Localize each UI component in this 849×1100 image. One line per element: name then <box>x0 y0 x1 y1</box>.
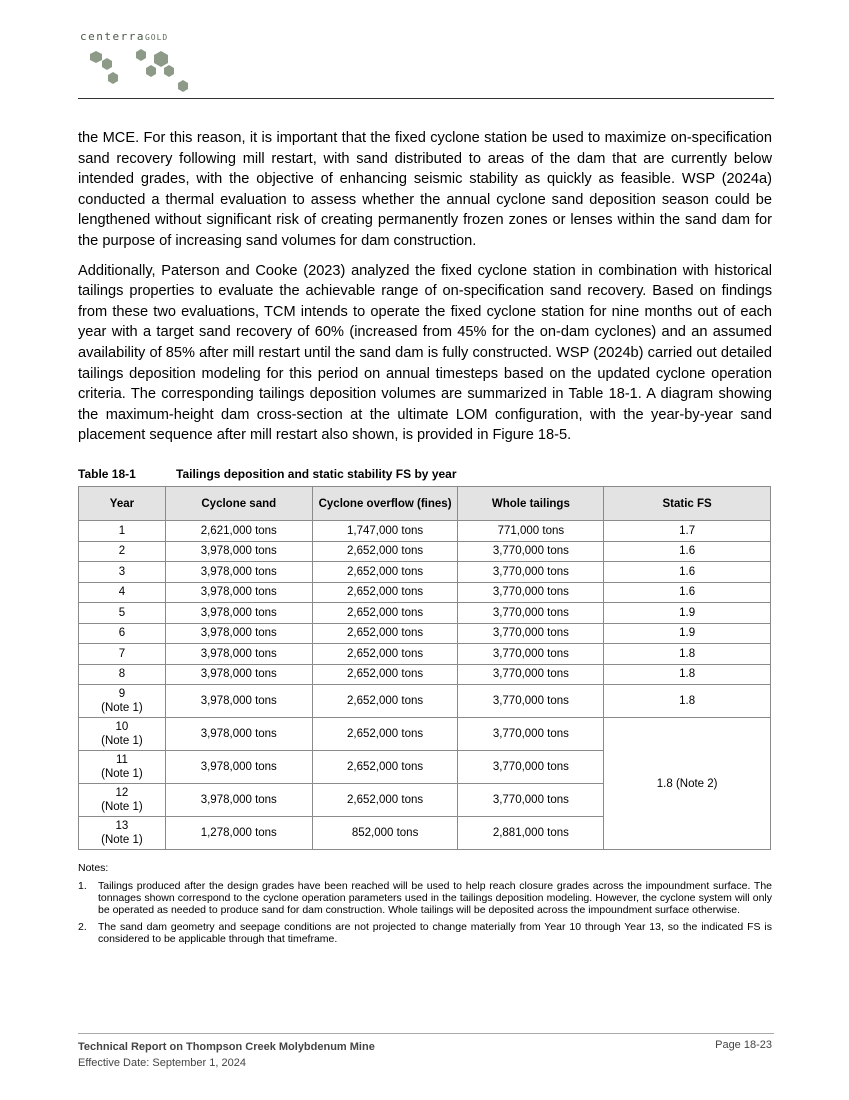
company-logo-hexagons <box>80 48 200 98</box>
year-cell <box>79 817 166 850</box>
table-row <box>79 664 771 685</box>
year-cell <box>79 685 166 718</box>
static-fs-cell: 1.9 <box>604 603 771 624</box>
cyclone-sand-cell: 3,978,000 tons <box>165 541 312 562</box>
cyclone-sand-cell: 3,978,000 tons <box>165 623 312 644</box>
cyclone-sand-cell: 1,278,000 tons <box>165 817 312 850</box>
report-title: Technical Report on Thompson Creek Molybdenum Mine <box>78 1041 375 1053</box>
whole-tailings-cell: 3,770,000 tons <box>458 562 604 583</box>
note-text: Tailings produced after the design grades have been reached will be used to help reach closure grades across the impoundment surface. The tonnages shown correspond to the cyclone operation parameters used in the tailings deposition modeling. However, the cyclone system will only be operated as needed to produce sand for dam construction. Whole tailings will be deposited across the impoundment surface otherwise. <box>98 880 772 916</box>
column-header: Cyclone sand <box>165 487 312 521</box>
merged-static-fs-cell: 1.8 (Note 2) <box>604 718 771 850</box>
logo-main-text: centerra <box>80 30 145 43</box>
paragraph: the MCE. For this reason, it is important that the fixed cyclone station be used to maximize on-specification sand recovery following mill restart, with sand distributed to areas of the dam that are currently below intended grades, with the objective of enhancing seismic stability as quickly as feasible. WSP (2024a) conducted a thermal evaluation to assess whether the annual cyclone sand deposition season could be lengthened without significant risk of creating permanently frozen zones or lenses within the sand dam for the purpose of increasing sand volumes for dam construction. <box>78 130 772 249</box>
table-row <box>79 521 771 542</box>
year-number: 10 <box>115 721 129 733</box>
year-number: 12 <box>115 787 129 799</box>
year-cell: 4 <box>79 582 166 603</box>
paragraph: Additionally, Paterson and Cooke (2023) analyzed the fixed cyclone station in combination with historical tailings properties to evaluate the achievable range of on-specification sand recovery. Based on findings from these two evaluations, TCM intends to operate the fixed cyclone station for nine months out of each year with a target sand recovery of 60% (increased from 45% for the on-dam cyclones) and an assumed availability of 85% after mill restart until the sand dam is fully constructed. WSP (2024b) carried out detailed tailings deposition modeling for this period on annual timesteps based on the updated cyclone operation criteria. The corresponding tailings deposition volumes are summarized in Table 18-1. A diagram showing the maximum-height dam cross-section at the ultimate LOM configuration, with the year-by-year sand placement sequence after mill restart also shown, is provided in Figure 18-5. <box>78 262 772 444</box>
cyclone-overflow-cell: 2,652,000 tons <box>312 664 458 685</box>
table-number: Table 18-1 <box>78 467 136 481</box>
year-number: 11 <box>115 754 128 766</box>
year-cell <box>79 718 166 751</box>
year-note: (Note 1) <box>101 768 143 780</box>
table-row <box>79 685 771 718</box>
column-header: Whole tailings <box>458 487 604 521</box>
cyclone-sand-cell: 3,978,000 tons <box>165 784 312 817</box>
static-fs-cell: 1.6 <box>604 582 771 603</box>
company-logo-text <box>80 30 168 43</box>
effective-date: Effective Date: September 1, 2024 <box>78 1057 246 1069</box>
year-cell: 3 <box>79 562 166 583</box>
page-header <box>78 28 774 100</box>
logo-suffix-text: GOLD <box>144 33 169 42</box>
table-caption <box>78 467 457 481</box>
static-fs-cell: 1.9 <box>604 623 771 644</box>
table-row <box>79 718 771 751</box>
whole-tailings-cell: 3,770,000 tons <box>458 718 604 751</box>
year-note: (Note 1) <box>101 834 143 846</box>
footer-divider <box>78 1033 774 1034</box>
static-fs-cell: 1.6 <box>604 541 771 562</box>
year-number: 9 <box>118 688 126 700</box>
cyclone-sand-cell: 3,978,000 tons <box>165 664 312 685</box>
whole-tailings-cell: 3,770,000 tons <box>458 751 604 784</box>
year-cell: 7 <box>79 644 166 665</box>
year-cell <box>79 784 166 817</box>
cyclone-sand-cell: 3,978,000 tons <box>165 644 312 665</box>
cyclone-overflow-cell: 2,652,000 tons <box>312 541 458 562</box>
table-row <box>79 623 771 644</box>
column-header: Cyclone overflow (fines) <box>312 487 458 521</box>
static-fs-cell: 1.6 <box>604 562 771 583</box>
whole-tailings-cell: 771,000 tons <box>458 521 604 542</box>
year-cell: 8 <box>79 664 166 685</box>
static-fs-cell: 1.8 <box>604 685 771 718</box>
cyclone-overflow-cell: 2,652,000 tons <box>312 562 458 583</box>
table-row <box>79 644 771 665</box>
cyclone-overflow-cell: 2,652,000 tons <box>312 685 458 718</box>
cyclone-overflow-cell: 2,652,000 tons <box>312 784 458 817</box>
cyclone-overflow-cell: 2,652,000 tons <box>312 623 458 644</box>
column-header: Year <box>79 487 166 521</box>
cyclone-sand-cell: 2,621,000 tons <box>165 521 312 542</box>
whole-tailings-cell: 3,770,000 tons <box>458 644 604 665</box>
year-note: (Note 1) <box>101 735 143 747</box>
cyclone-overflow-cell: 2,652,000 tons <box>312 644 458 665</box>
table-notes <box>78 862 772 950</box>
cyclone-sand-cell: 3,978,000 tons <box>165 603 312 624</box>
table-row <box>79 582 771 603</box>
column-header: Static FS <box>604 487 771 521</box>
notes-title: Notes: <box>78 862 109 874</box>
cyclone-overflow-cell: 2,652,000 tons <box>312 603 458 624</box>
note-number: 1. <box>78 880 87 892</box>
cyclone-overflow-cell: 852,000 tons <box>312 817 458 850</box>
cyclone-overflow-cell: 2,652,000 tons <box>312 582 458 603</box>
cyclone-overflow-cell: 2,652,000 tons <box>312 751 458 784</box>
note-item <box>78 880 772 916</box>
year-note: (Note 1) <box>101 801 143 813</box>
whole-tailings-cell: 3,770,000 tons <box>458 582 604 603</box>
year-cell: 5 <box>79 603 166 624</box>
cyclone-sand-cell: 3,978,000 tons <box>165 685 312 718</box>
year-cell <box>79 751 166 784</box>
page-number: Page 18-23 <box>715 1039 772 1051</box>
table-header-row <box>79 487 771 521</box>
whole-tailings-cell: 3,770,000 tons <box>458 784 604 817</box>
header-divider <box>78 98 774 99</box>
cyclone-overflow-cell: 1,747,000 tons <box>312 521 458 542</box>
year-cell: 6 <box>79 623 166 644</box>
tailings-deposition-table <box>78 486 771 850</box>
page-footer <box>78 1039 375 1071</box>
whole-tailings-cell: 3,770,000 tons <box>458 664 604 685</box>
cyclone-sand-cell: 3,978,000 tons <box>165 562 312 583</box>
year-cell: 2 <box>79 541 166 562</box>
whole-tailings-cell: 3,770,000 tons <box>458 685 604 718</box>
table-title: Tailings deposition and static stability FS by year <box>176 467 457 481</box>
cyclone-sand-cell: 3,978,000 tons <box>165 718 312 751</box>
whole-tailings-cell: 3,770,000 tons <box>458 603 604 624</box>
table-row <box>79 562 771 583</box>
cyclone-sand-cell: 3,978,000 tons <box>165 751 312 784</box>
year-cell: 1 <box>79 521 166 542</box>
year-note: (Note 1) <box>101 702 143 714</box>
body-text <box>78 128 772 455</box>
static-fs-cell: 1.7 <box>604 521 771 542</box>
note-text: The sand dam geometry and seepage conditions are not projected to change materially from Year 10 through Year 13, so the indicated FS is considered to be applicable through that timeframe. <box>98 921 772 945</box>
whole-tailings-cell: 2,881,000 tons <box>458 817 604 850</box>
table-row <box>79 541 771 562</box>
whole-tailings-cell: 3,770,000 tons <box>458 623 604 644</box>
static-fs-cell: 1.8 <box>604 644 771 665</box>
table-row <box>79 603 771 624</box>
note-item <box>78 921 772 945</box>
cyclone-sand-cell: 3,978,000 tons <box>165 582 312 603</box>
year-number: 13 <box>115 820 129 832</box>
whole-tailings-cell: 3,770,000 tons <box>458 541 604 562</box>
cyclone-overflow-cell: 2,652,000 tons <box>312 718 458 751</box>
note-number: 2. <box>78 921 87 933</box>
static-fs-cell: 1.8 <box>604 664 771 685</box>
